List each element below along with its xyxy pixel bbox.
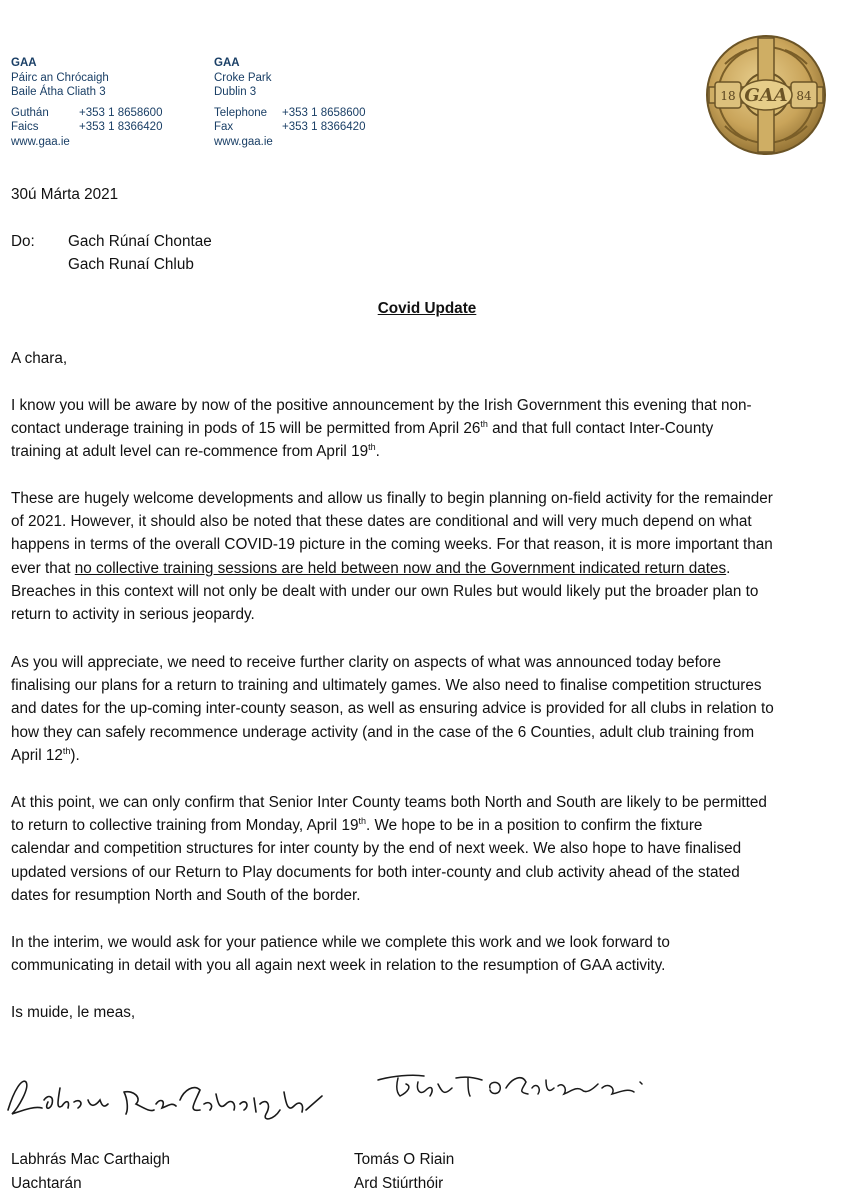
- crest-year-left: 18: [720, 89, 736, 103]
- text-line: As you will appreciate, we need to receive further clarity on aspects of what was announced today before: [11, 654, 722, 671]
- signatory-title: Uachtarán: [11, 1174, 82, 1192]
- org-name: GAA: [214, 57, 240, 69]
- phone-row: [11, 106, 162, 121]
- text-line: and dates for the up-coming inter-county season, as well as ensuring advice is provided for all clubs in relation to: [11, 700, 774, 718]
- paragraph: [11, 931, 843, 977]
- salutation: A chara,: [11, 350, 68, 367]
- phone-label: Telephone: [214, 106, 268, 119]
- closing: Is muide, le meas,: [11, 1004, 136, 1021]
- address-line: Páirc an Chrócaigh: [11, 71, 109, 84]
- website: www.gaa.ie: [214, 135, 273, 148]
- letter-subject: Covid Update: [377, 300, 477, 317]
- address-line: Dublin 3: [214, 86, 257, 98]
- phone-number: +353 1 8658600: [79, 106, 163, 119]
- address-line: Croke Park: [214, 71, 272, 84]
- address-line: Baile Átha Cliath 3: [11, 86, 106, 98]
- handwritten-signature-icon: [372, 1062, 672, 1107]
- phone-row: [214, 106, 365, 121]
- fax-number: +353 1 8366420: [79, 121, 163, 133]
- text-line: return to activity in serious jeopardy.: [11, 606, 255, 624]
- signatory-title: Ard Stiúrthóir: [354, 1174, 444, 1192]
- signatory: [11, 1148, 170, 1195]
- text-line: I know you will be aware by now of the positive announcement by the Irish Government this evening that non-: [11, 397, 752, 414]
- text-line: how they can safely recommence underage activity (and in the case of the 6 Counties, adult club training from: [11, 723, 755, 741]
- fax-number: +353 1 8366420: [282, 121, 366, 133]
- org-name: GAA: [11, 57, 37, 69]
- website: www.gaa.ie: [11, 135, 70, 148]
- text-line: At this point, we can only confirm that Senior Inter County teams both North and South are likely to be permitted: [11, 794, 767, 811]
- text-line: In the interim, we would ask for your patience while we complete this work and we look forward to: [11, 934, 670, 951]
- paragraph: [11, 394, 843, 464]
- letterhead-english: [214, 56, 365, 149]
- fax-row: [11, 120, 162, 135]
- signatory-name: Labhrás Mac Carthaigh: [11, 1151, 171, 1168]
- to-label: Do:: [11, 233, 35, 250]
- signatory: [354, 1148, 454, 1195]
- phone-label: Guthán: [11, 106, 49, 119]
- text-line: contact underage training in pods of 15 will be permitted from April 26th and that full contact Inter-County: [11, 419, 714, 438]
- text-line: happens in terms of the overall COVID-19 picture in the coming weeks. For that reason, it is more important than: [11, 536, 773, 554]
- text-line: Breaches in this context will not only be dealt with under our own Rules but would likely put the broader plan to: [11, 582, 759, 600]
- text-line: of 2021. However, it should also be noted that these dates are conditional and will very much depend on what: [11, 513, 752, 531]
- text-line: to return to collective training from Monday, April 19th. We hope to be in a position to confirm the fixture: [11, 816, 703, 835]
- fax-label: Faics: [11, 121, 39, 133]
- text-line: dates for resumption North and South of the border.: [11, 886, 361, 904]
- crest-year-right: 84: [796, 89, 812, 103]
- signatory-name: Tomás O Riain: [354, 1151, 455, 1168]
- recipient-line: Gach Rúnaí Chontae: [68, 233, 212, 250]
- text-line: communicating in detail with you all again next week in relation to the resumption of GAA activity.: [11, 957, 666, 975]
- phone-number: +353 1 8658600: [282, 106, 366, 119]
- text-line: ever that no collective training sessions are held between now and the Government indicated return dates.: [11, 559, 731, 577]
- paragraph: [11, 487, 843, 626]
- text-line: updated versions of our Return to Play documents for both inter-county and club activity ahead of the stated: [11, 863, 740, 881]
- text-line: These are hugely welcome developments and allow us finally to begin planning on-field activity for the remainder: [11, 490, 773, 507]
- svg-text:GAA: GAA: [744, 85, 788, 106]
- paragraph: [11, 651, 843, 767]
- gaa-crest-icon: [705, 34, 827, 156]
- paragraph: [11, 791, 843, 907]
- letter-date: 30ú Márta 2021: [11, 186, 119, 203]
- text-line: April 12th).: [11, 745, 80, 764]
- underlined-emphasis: no collective training sessions are held between now and the Government indicated return dates: [74, 559, 727, 577]
- letterhead-irish: [11, 56, 162, 149]
- handwritten-signature-icon: [4, 1070, 334, 1125]
- text-line: finalising our plans for a return to training and ultimately games. We also need to finalise competition structures: [11, 677, 762, 695]
- fax-row: [214, 120, 365, 135]
- text-line: calendar and competition structures for inter county by the end of next week. We also hope to have finalised: [11, 840, 742, 858]
- text-line: training at adult level can re-commence from April 19th.: [11, 442, 380, 461]
- recipient-line: Gach Runaí Chlub: [68, 256, 194, 273]
- fax-label: Fax: [214, 121, 234, 133]
